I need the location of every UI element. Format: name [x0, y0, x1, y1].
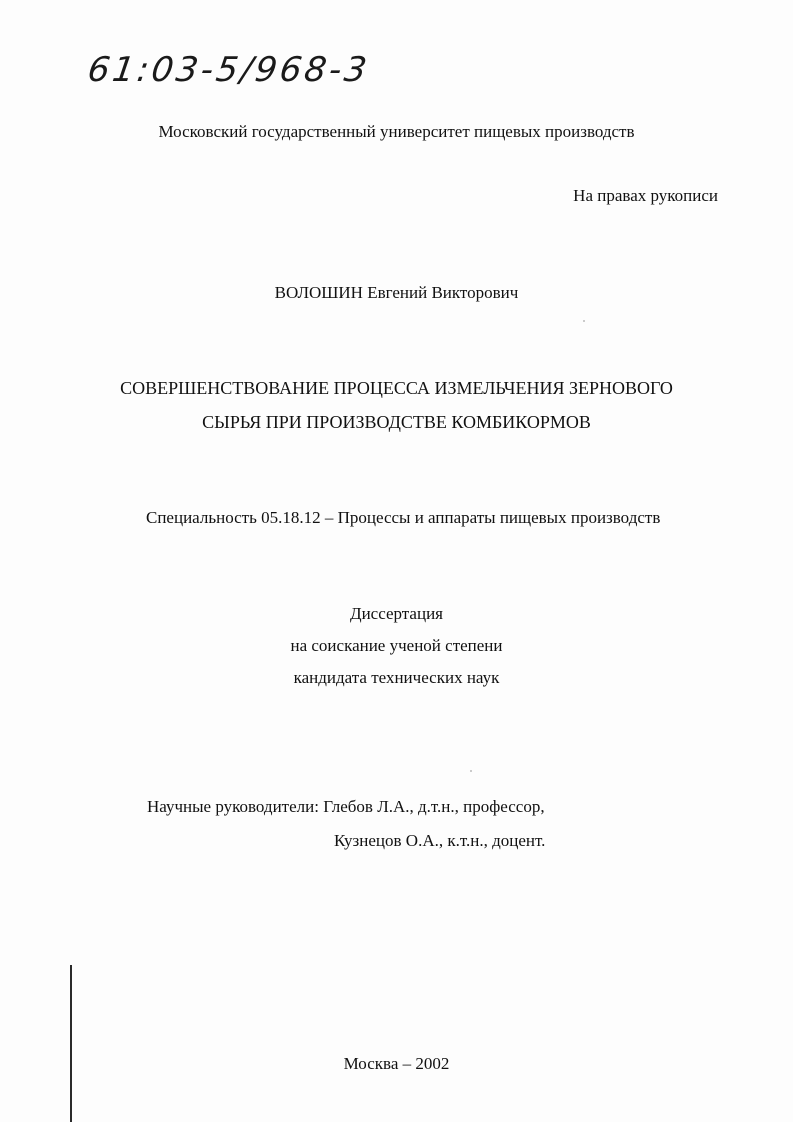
archive-number-handwritten: 61:03-5/968-3	[85, 50, 372, 90]
degree-line-3: кандидата технических наук	[293, 668, 500, 687]
degree-line-2: на соискание ученой степени	[290, 636, 503, 655]
university-name: Московский государственный университет пищевых производств	[158, 122, 635, 141]
scan-speck	[583, 320, 585, 322]
degree-line-1: Диссертация	[349, 604, 443, 623]
city-year: Москва – 2002	[343, 1054, 450, 1073]
author-name: ВОЛОШИН Евгений Викторович	[274, 283, 519, 302]
supervisors-line-1: Научные руководители: Глебов Л.А., д.т.н., профессор,	[147, 797, 545, 816]
title-line-2: СЫРЬЯ ПРИ ПРОИЗВОДСТВЕ КОМБИКОРМОВ	[202, 412, 591, 432]
specialty-line: Специальность 05.18.12 – Процессы и аппараты пищевых производств	[146, 508, 661, 527]
rights-note: На правах рукописи	[573, 186, 718, 205]
scan-speck	[470, 770, 472, 772]
title-line-1: СОВЕРШЕНСТВОВАНИЕ ПРОЦЕССА ИЗМЕЛЬЧЕНИЯ ЗЕРНОВОГО	[120, 378, 673, 398]
supervisors-line-2: Кузнецов О.А., к.т.н., доцент.	[334, 831, 546, 850]
scan-edge-mark	[70, 965, 72, 1122]
